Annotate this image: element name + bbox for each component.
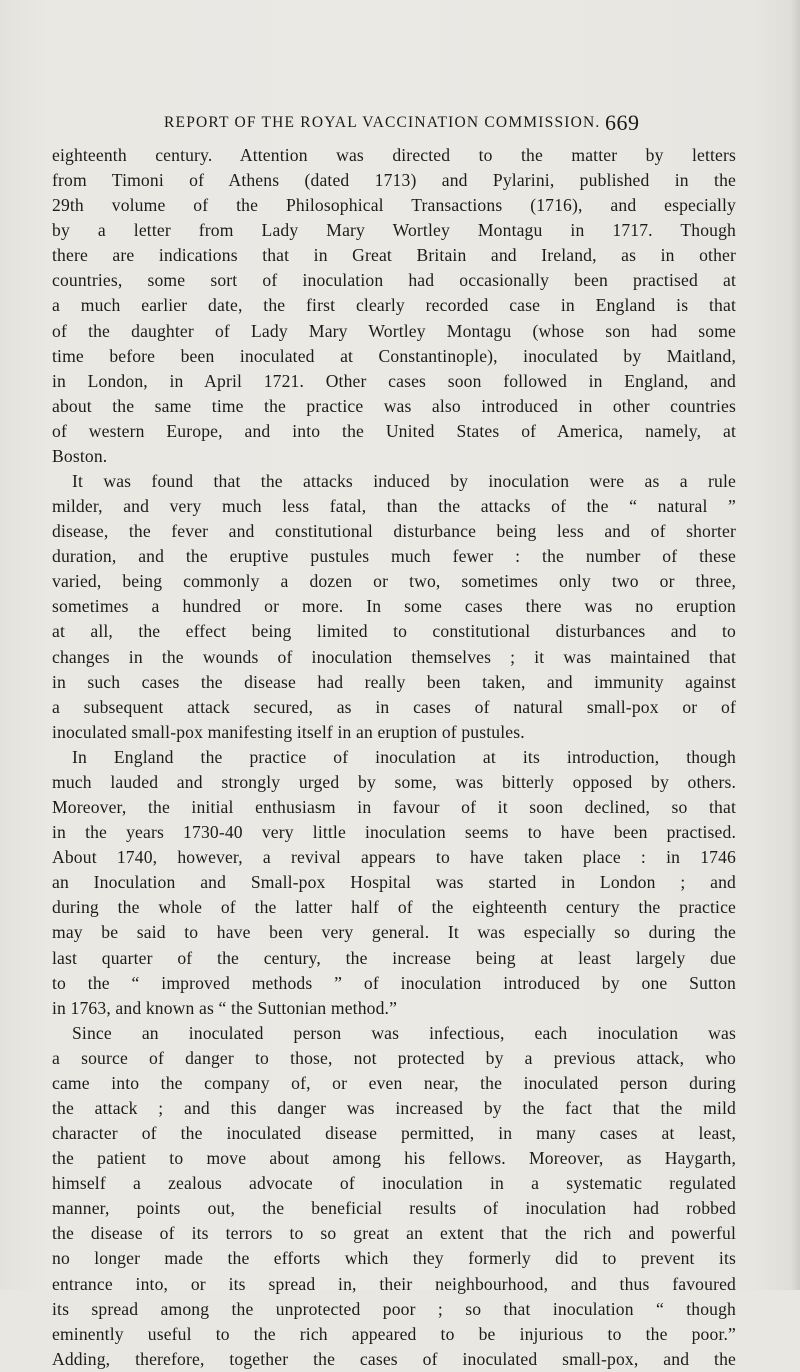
text-line: from Timoni of Athens (dated 1713) and Pylarini, published in the bbox=[52, 170, 736, 191]
text-line: sometimes a hundred or more. In some cases there was no eruption bbox=[52, 596, 736, 617]
text-line: entrance into, or its spread in, their neighbourhood, and thus favoured bbox=[52, 1273, 736, 1294]
text-line: manner, points out, the beneficial results of inoculation had robbed bbox=[52, 1198, 736, 1219]
text-line: no longer made the efforts which they formerly did to prevent its bbox=[52, 1248, 736, 1269]
text-line: varied, being commonly a dozen or two, sometimes only two or three, bbox=[52, 571, 736, 592]
text-line: inoculated small-pox manifesting itself in an eruption of pustules. bbox=[52, 721, 525, 742]
text-line: the patient to move about among his fellows. Moreover, as Haygarth, bbox=[52, 1148, 736, 1169]
text-line: of western Europe, and into the United States of America, namely, at bbox=[52, 420, 736, 441]
page-number: 669 bbox=[605, 110, 640, 135]
text-line: a source of danger to those, not protected by a previous attack, who bbox=[52, 1047, 736, 1068]
text-line: Boston. bbox=[52, 445, 108, 466]
text-line: disease, the fever and constitutional disturbance being less and of shorter bbox=[52, 521, 736, 542]
text-line: about the same time the practice was also introduced in other countries bbox=[52, 395, 736, 416]
text-line: to the “ improved methods ” of inoculation introduced by one Sutton bbox=[52, 972, 736, 993]
text-line: changes in the wounds of inoculation themselves ; it was maintained that bbox=[52, 646, 736, 667]
text-line: the disease of its terrors to so great an extent that the rich and powerful bbox=[52, 1223, 736, 1244]
text-line: About 1740, however, a revival appears to have taken place : in 1746 bbox=[52, 847, 736, 868]
text-line: duration, and the eruptive pustules much fewer : the number of these bbox=[52, 546, 736, 567]
text-line: its spread among the unprotected poor ; so that inoculation “ though bbox=[52, 1298, 736, 1319]
text-line: in 1763, and known as “ the Suttonian method.” bbox=[52, 997, 398, 1018]
text-line: Since an inoculated person was infectious, each inoculation was bbox=[72, 1022, 736, 1043]
text-line: countries, some sort of inoculation had occasionally been practised at bbox=[52, 270, 736, 291]
text-line: in the years 1730-40 very little inoculation seems to have been practised. bbox=[52, 822, 736, 843]
text-line: eighteenth century. Attention was directed to the matter by letters bbox=[52, 145, 736, 165]
text-line: 29th volume of the Philosophical Transactions (1716), and especially bbox=[52, 195, 736, 216]
text-line: the attack ; and this danger was increased by the fact that the mild bbox=[52, 1097, 736, 1118]
text-line: Moreover, the initial enthusiasm in favour of it soon declined, so that bbox=[52, 797, 736, 818]
text-line: came into the company of, or even near, the inoculated person during bbox=[52, 1072, 736, 1093]
text-line: Adding, therefore, together the cases of inoculated small-pox, and the bbox=[52, 1348, 736, 1369]
text-line: during the whole of the latter half of the eighteenth century the practice bbox=[52, 897, 736, 918]
text-line: milder, and very much less fatal, than the attacks of the “ natural ” bbox=[52, 496, 736, 517]
text-line: in such cases the disease had really been taken, and immunity against bbox=[52, 671, 736, 692]
text-line: in London, in April 1721. Other cases soon followed in England, and bbox=[52, 370, 736, 391]
text-line: In England the practice of inoculation at its introduction, though bbox=[72, 746, 736, 767]
body-text bbox=[52, 143, 736, 1372]
page-edge-shadow bbox=[790, 0, 800, 1290]
text-line: It was found that the attacks induced by inoculation were as a rule bbox=[72, 471, 736, 492]
text-line: time before been inoculated at Constantinople), inoculated by Maitland, bbox=[52, 345, 736, 366]
text-line: much lauded and strongly urged by some, was bitterly opposed by others. bbox=[52, 771, 736, 792]
text-line: of the daughter of Lady Mary Wortley Montagu (whose son had some bbox=[52, 320, 736, 341]
text-line: by a letter from Lady Mary Wortley Montagu in 1717. Though bbox=[52, 220, 736, 241]
text-line: may be said to have been very general. It was especially so during the bbox=[52, 922, 736, 943]
text-line: himself a zealous advocate of inoculation in a systematic regulated bbox=[52, 1173, 736, 1194]
text-line: there are indications that in Great Britain and Ireland, as in other bbox=[52, 245, 736, 266]
text-line: last quarter of the century, the increase being at least largely due bbox=[52, 947, 736, 968]
text-line: at all, the effect being limited to constitutional disturbances and to bbox=[52, 621, 736, 642]
text-line: an Inoculation and Small-pox Hospital was started in London ; and bbox=[52, 872, 736, 893]
text-line: a much earlier date, the first clearly recorded case in England is that bbox=[52, 295, 736, 316]
running-header: REPORT OF THE ROYAL VACCINATION COMMISSION. bbox=[164, 114, 601, 131]
text-line: eminently useful to the rich appeared to be injurious to the poor.” bbox=[52, 1323, 736, 1344]
text-line: a subsequent attack secured, as in cases of natural small-pox or of bbox=[52, 696, 736, 717]
text-line: character of the inoculated disease permitted, in many cases at least, bbox=[52, 1123, 736, 1144]
